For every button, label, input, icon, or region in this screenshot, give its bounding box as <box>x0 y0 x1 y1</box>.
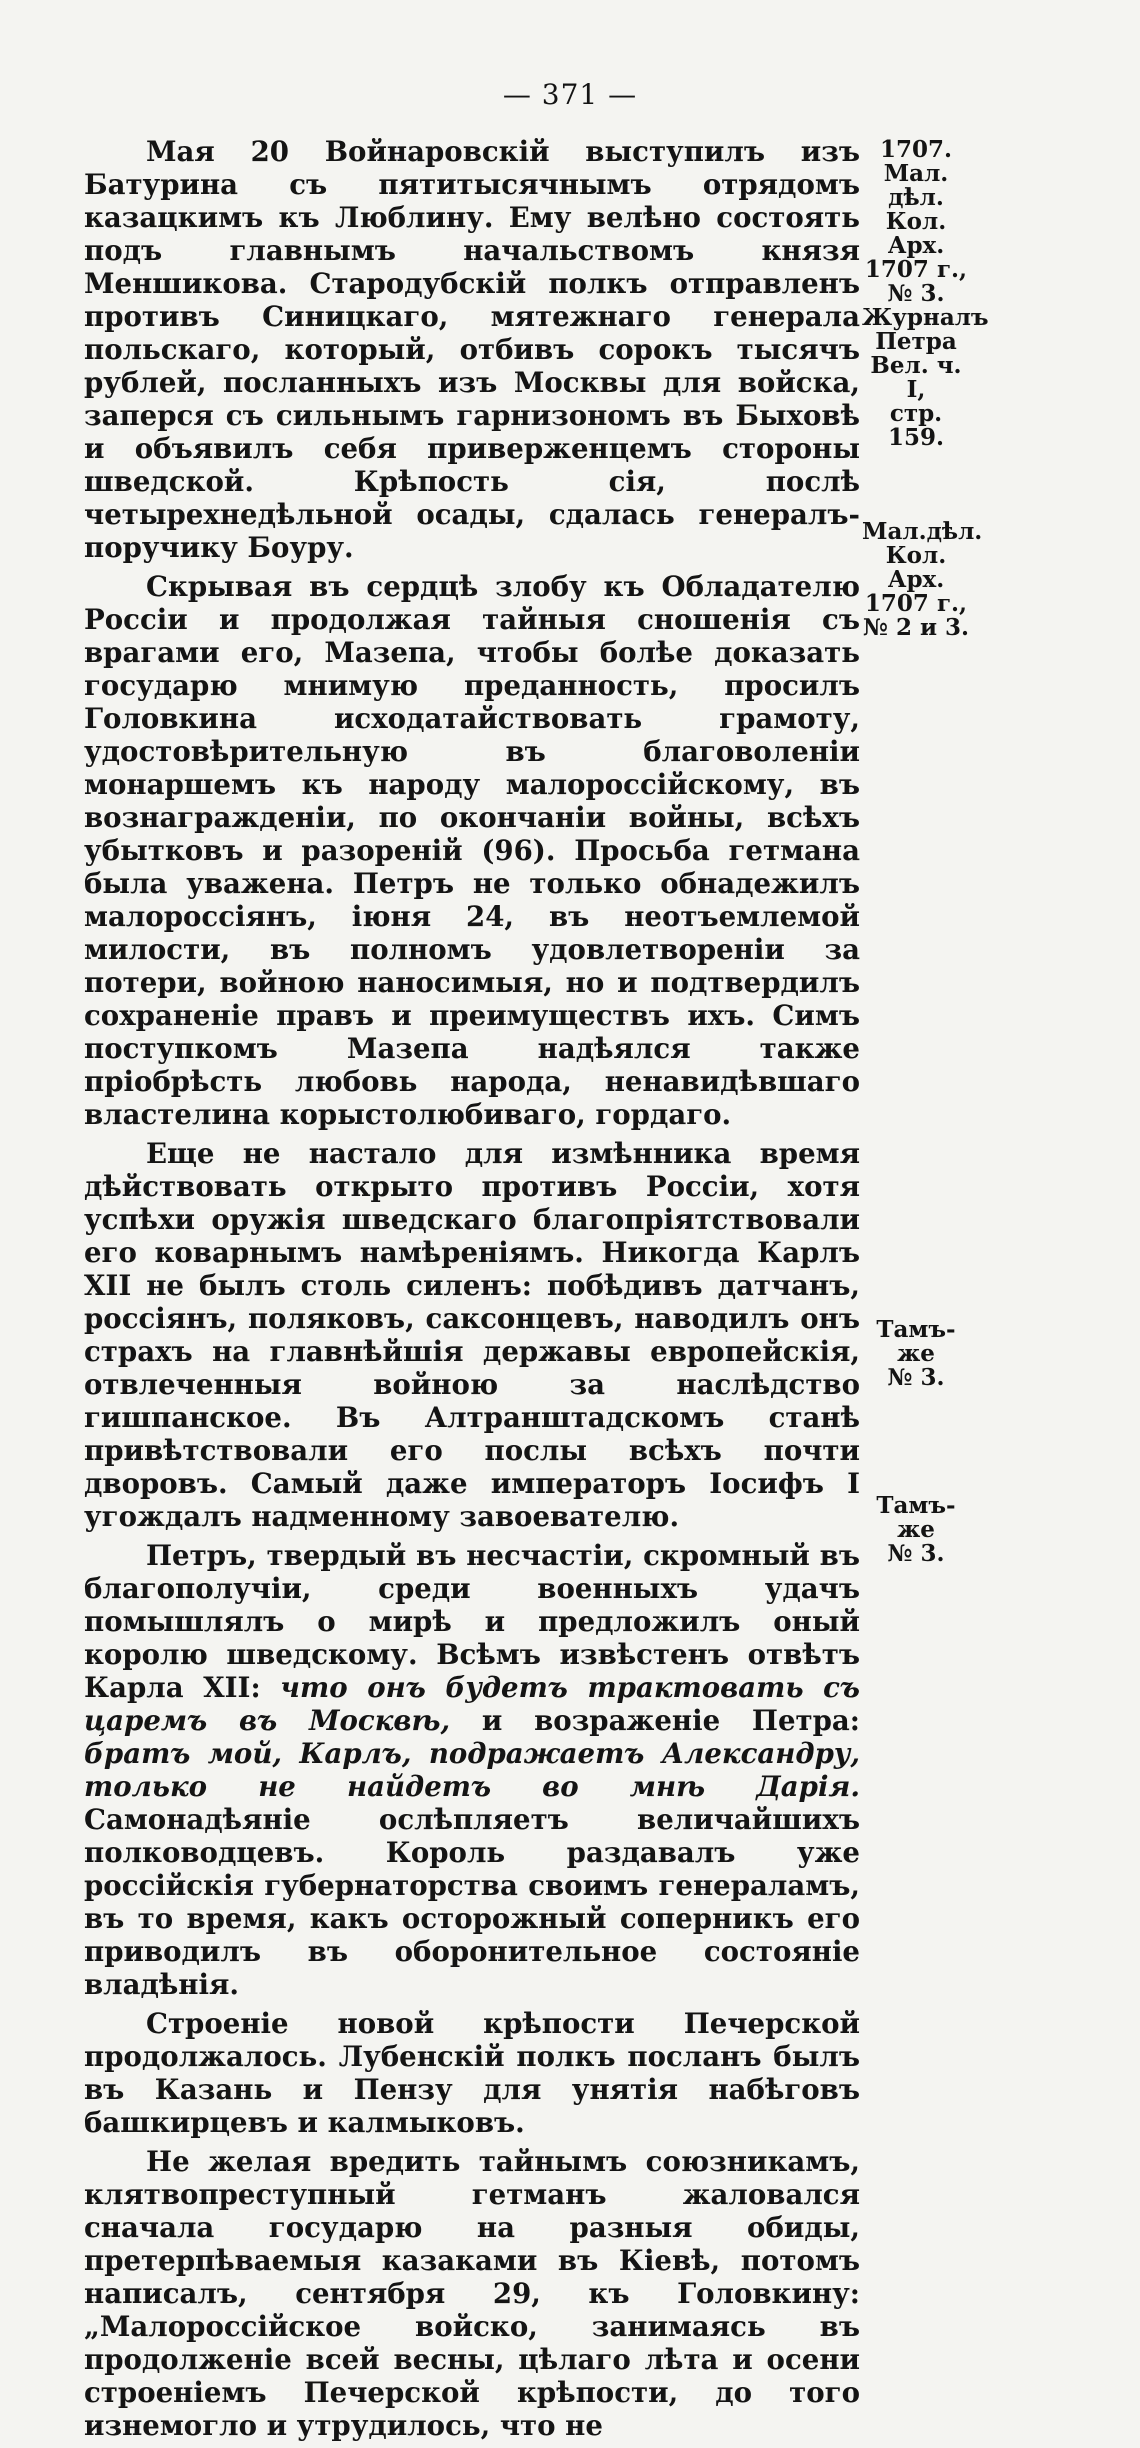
quote-charles: что онъ будетъ трактовать съ царемъ въ Москвѣ, <box>84 1671 860 1737</box>
main-text <box>84 135 860 2448</box>
paragraph-5: Строеніе новой крѣпости Печерской продолжалось. Лубенскій полкъ посланъ былъ въ Казань и Пензу для унятія набѣговъ башкирцевъ и калмыковъ. <box>84 2007 860 2139</box>
paragraph-4-lead: Петръ, твердый въ несчастіи, скромный въ благополучіи, среди военныхъ удачъ помышлялъ о мирѣ и предложилъ оный королю шведскому. Всѣмъ извѣстенъ отвѣтъ Карла XII: <box>84 1539 860 1704</box>
quote-peter: братъ мой, Карлъ, подражаетъ Александру, только не найдетъ во мнѣ Дарія. <box>84 1737 860 1803</box>
margin-note-2: Мал.дѣл. Кол. Арх. 1707 г., № 2 и 3. <box>862 518 983 641</box>
margin-note-4: Тамъ-же № 3. <box>876 1492 956 1567</box>
paragraph-4-mid: и возраженіе Петра: <box>450 1704 860 1737</box>
paragraph-1: Мая 20 Войнаровскій выступилъ изъ Батурина съ пятитысячнымъ отрядомъ казацкимъ къ Люблину. Ему велѣно состоять подъ главнымъ начальствомъ князя Меншикова. Стародубскій полкъ отправленъ противъ Синицкаго, мятежнаго генерала польскаго, который, отбивъ сорокъ тысячъ рублей, посланныхъ изъ Москвы для войска, заперся съ сильнымъ гарнизономъ въ Быховѣ и объявилъ себя приверженцемъ стороны шведской. Крѣпость сія, послѣ четырехнедѣльной осады, сдалась генералъ-поручику Боуру. <box>84 135 860 564</box>
paragraph-6: Не желая вредить тайнымъ союзникамъ, клятвопреступный гетманъ жаловался сначала государю на разныя обиды, претерпѣваемыя казаками въ Кіевѣ, потомъ написалъ, сентября 29, къ Головкину: „Малороссійское войско, занимаясь въ продолженіе всей весны, цѣлаго лѣта и осени строеніемъ Печерской крѣпости, до того изнемогло и утрудилось, что не <box>84 2145 860 2442</box>
margin-note-1: 1707. Мал. дѣл. Кол. Арх. 1707 г., № 3. Журналъ Петра Вел. ч. I, стр. 159. <box>862 136 989 451</box>
paragraph-4 <box>84 1539 860 2001</box>
paragraph-4-tail: Самонадѣяніе ослѣпляетъ величайшихъ полководцевъ. Король раздавалъ уже россійскія губернаторства своимъ генераламъ, въ то время, какъ осторожный соперникъ его приводилъ въ оборонительное состояніе владѣнія. <box>84 1803 860 2001</box>
margin-note-3: Тамъ-же № 3. <box>876 1316 956 1391</box>
page-number: — 371 — <box>502 78 638 111</box>
paragraph-2: Скрывая въ сердцѣ злобу къ Обладателю Россіи и продолжая тайныя сношенія съ врагами его, Мазепа, чтобы болѣе доказать государю мнимую преданность, просилъ Головкина исходатайствовать грамоту, удостовѣрительную въ благоволеніи монаршемъ къ народу малороссійскому, въ вознагражденіи, по окончаніи войны, всѣхъ убытковъ и разореній (96). Просьба гетмана была уважена. Петръ не только обнадежилъ малороссіянъ, іюня 24, въ неотъемлемой милости, въ полномъ удовлетвореніи за потери, войною наносимыя, но и подтвердилъ сохраненіе правъ и преимуществъ ихъ. Симъ поступкомъ Мазепа надѣялся также пріобрѣсть любовь народа, ненавидѣвшаго властелина корыстолюбиваго, гордаго. <box>84 570 860 1131</box>
paragraph-3: Еще не настало для измѣнника время дѣйствовать открыто противъ Россіи, хотя успѣхи оружія шведскаго благопріятствовали его коварнымъ намѣреніямъ. Никогда Карлъ XII не былъ столь силенъ: побѣдивъ датчанъ, россіянъ, поляковъ, саксонцевъ, наводилъ онъ страхъ на главнѣйшія державы европейскія, отвлеченныя войною за наслѣдство гишпанское. Въ Алтранштадскомъ станѣ привѣтствовали его послы всѣхъ почти дворовъ. Самый даже императоръ Іосифъ I угождалъ надменному завоевателю. <box>84 1137 860 1533</box>
